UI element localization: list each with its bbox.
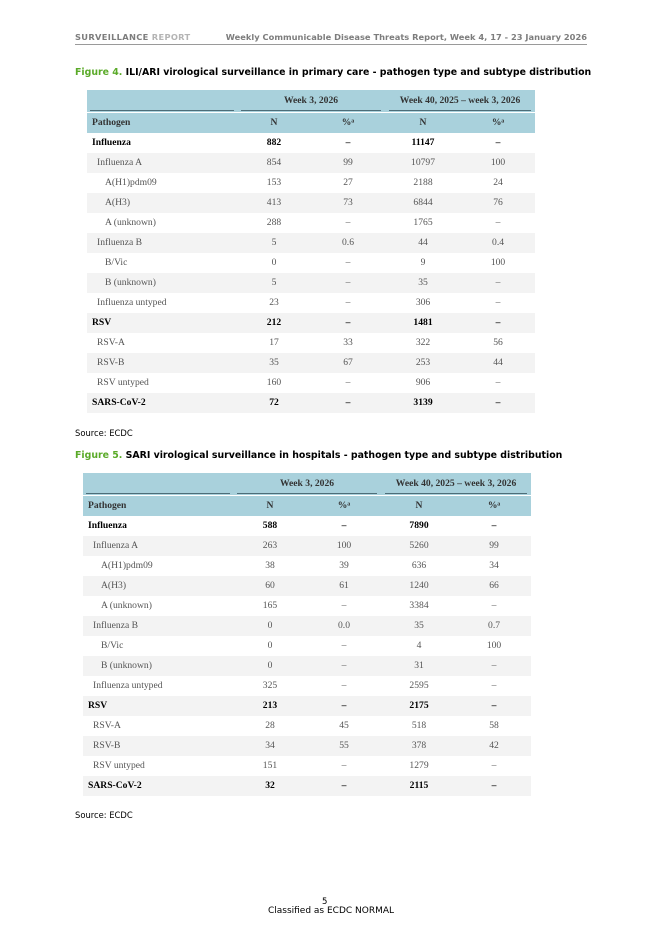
group-header-week: Week 3, 2026 xyxy=(237,90,385,113)
col-header-pct: %ᵃ xyxy=(311,113,385,134)
cell-week-n: 28 xyxy=(265,720,275,731)
cell-pathogen: RSV-A xyxy=(93,720,121,731)
cell-cumulative-pct: – xyxy=(457,776,531,796)
cell-week-n: 213 xyxy=(233,696,307,716)
cell-cumulative-pct: 66 xyxy=(457,576,531,596)
table-column-header xyxy=(83,496,531,517)
cell-week-pct: 99 xyxy=(311,153,385,173)
cell-cumulative-n: 9 xyxy=(420,257,426,268)
table-row xyxy=(83,716,531,736)
cell-week-pct: 67 xyxy=(311,353,385,373)
cell-week-pct: – xyxy=(311,273,385,293)
figure4-table xyxy=(87,90,535,413)
cell-week-pct: – xyxy=(341,600,347,611)
cell-pathogen: B/Vic xyxy=(105,257,128,268)
cell-week-pct: 61 xyxy=(307,576,381,596)
table-row xyxy=(83,516,531,536)
cell-pathogen: Influenza B xyxy=(87,233,237,253)
cell-cumulative-n: 518 xyxy=(411,720,427,731)
cell-cumulative-n: 1240 xyxy=(381,576,457,596)
table-row xyxy=(83,656,531,676)
cell-cumulative-n: 636 xyxy=(411,560,427,571)
cell-week-pct: – xyxy=(341,680,347,691)
page-number: 5 xyxy=(322,897,328,907)
table-row xyxy=(83,596,531,616)
cell-pathogen: RSV-B xyxy=(83,736,233,756)
table-row xyxy=(83,776,531,796)
cell-week-n: 5 xyxy=(237,233,311,253)
cell-week-pct: – xyxy=(345,377,351,388)
col-header-pct: %ᵃ xyxy=(457,496,531,517)
cell-cumulative-pct: – xyxy=(495,297,501,308)
cell-cumulative-n: 3384 xyxy=(409,600,429,611)
cell-cumulative-pct: – xyxy=(457,656,531,676)
cell-week-n: 288 xyxy=(266,217,282,228)
table-row xyxy=(83,576,531,596)
cell-week-n: 0 xyxy=(233,616,307,636)
classification-label: Classified as ECDC NORMAL xyxy=(267,906,395,916)
cell-week-n: 151 xyxy=(262,760,278,771)
col-header-n: N xyxy=(385,113,461,134)
cell-pathogen: Influenza xyxy=(88,520,127,531)
table-row xyxy=(83,676,531,696)
cell-pathogen: B (unknown) xyxy=(83,656,233,676)
cell-week-pct: – xyxy=(341,520,347,531)
table-row xyxy=(87,253,535,273)
table-row xyxy=(87,213,535,233)
cell-cumulative-pct: – xyxy=(461,313,535,333)
cell-pathogen: Influenza untyped xyxy=(93,680,163,691)
cell-week-n: 17 xyxy=(269,337,279,348)
table-row xyxy=(87,353,535,373)
report-label xyxy=(75,32,190,42)
cell-week-n: 60 xyxy=(233,576,307,596)
cell-week-n: 5 xyxy=(237,273,311,293)
cell-cumulative-pct: 76 xyxy=(461,193,535,213)
cell-week-pct: 73 xyxy=(311,193,385,213)
figure5-title: SARI virological surveillance in hospitals - pathogen type and subtype distribution xyxy=(125,450,563,461)
col-header-pathogen: Pathogen xyxy=(83,496,233,517)
cell-pathogen: A(H1)pdm09 xyxy=(105,177,157,188)
group-header-cumulative: Week 40, 2025 – week 3, 2026 xyxy=(381,473,531,496)
cell-cumulative-pct: – xyxy=(495,137,501,148)
cell-cumulative-pct: – xyxy=(457,696,531,716)
cell-week-n: 882 xyxy=(266,137,282,148)
cell-cumulative-n: 1481 xyxy=(385,313,461,333)
cell-week-pct: – xyxy=(311,393,385,413)
table-row xyxy=(83,756,531,776)
cell-cumulative-pct: – xyxy=(491,520,497,531)
cell-week-n: 212 xyxy=(237,313,311,333)
cell-pathogen: SARS-CoV-2 xyxy=(87,393,237,413)
table-row xyxy=(87,333,535,353)
table-row xyxy=(83,736,531,756)
cell-cumulative-pct: – xyxy=(461,393,535,413)
cell-cumulative-n: 31 xyxy=(381,656,457,676)
cell-cumulative-n: 906 xyxy=(415,377,431,388)
cell-week-n: 854 xyxy=(237,153,311,173)
cell-week-pct: – xyxy=(307,776,381,796)
cell-pathogen: RSV xyxy=(83,696,233,716)
figure4-caption xyxy=(75,67,591,78)
cell-cumulative-n: 35 xyxy=(385,273,461,293)
cell-week-pct: 100 xyxy=(307,536,381,556)
table-column-header xyxy=(87,113,535,134)
cell-cumulative-n: 2175 xyxy=(381,696,457,716)
figure4-number: Figure 4. xyxy=(75,67,123,78)
table-group-header xyxy=(87,90,535,113)
cell-cumulative-n: 1765 xyxy=(413,217,433,228)
cell-week-pct: – xyxy=(307,656,381,676)
cell-week-pct: – xyxy=(311,313,385,333)
col-header-pct: %ᵃ xyxy=(461,113,535,134)
table-row xyxy=(87,393,535,413)
cell-pathogen: RSV xyxy=(87,313,237,333)
cell-week-n: 325 xyxy=(262,680,278,691)
table-row xyxy=(87,313,535,333)
cell-pathogen: RSV-B xyxy=(87,353,237,373)
cell-cumulative-pct: 99 xyxy=(457,536,531,556)
cell-cumulative-n: 3139 xyxy=(385,393,461,413)
cell-pathogen: B (unknown) xyxy=(87,273,237,293)
cell-pathogen: Influenza A xyxy=(87,153,237,173)
cell-cumulative-pct: 100 xyxy=(490,257,506,268)
cell-cumulative-pct: 100 xyxy=(461,153,535,173)
table-row xyxy=(83,616,531,636)
cell-week-pct: 27 xyxy=(343,177,353,188)
cell-week-n: 588 xyxy=(262,520,278,531)
cell-week-n: 413 xyxy=(237,193,311,213)
cell-week-pct: – xyxy=(345,297,351,308)
cell-cumulative-n: 322 xyxy=(415,337,431,348)
cell-cumulative-pct: – xyxy=(491,600,497,611)
col-header-pct: %ᵃ xyxy=(307,496,381,517)
cell-cumulative-n: 1279 xyxy=(409,760,429,771)
cell-week-pct: – xyxy=(345,137,351,148)
col-header-n: N xyxy=(233,496,307,517)
cell-week-n: 160 xyxy=(266,377,282,388)
cell-week-n: 263 xyxy=(233,536,307,556)
cell-week-n: 34 xyxy=(233,736,307,756)
cell-pathogen: SARS-CoV-2 xyxy=(83,776,233,796)
cell-pathogen: Influenza xyxy=(92,137,131,148)
cell-week-n: 72 xyxy=(237,393,311,413)
cell-cumulative-pct: 44 xyxy=(461,353,535,373)
cell-cumulative-pct: – xyxy=(495,217,501,228)
group-header-week: Week 3, 2026 xyxy=(233,473,381,496)
cell-week-n: 38 xyxy=(265,560,275,571)
cell-week-pct: – xyxy=(345,217,351,228)
cell-cumulative-n: 11147 xyxy=(411,137,435,148)
cell-week-pct: 0.0 xyxy=(307,616,381,636)
cell-pathogen: A(H3) xyxy=(83,576,233,596)
cell-pathogen: A (unknown) xyxy=(101,600,152,611)
cell-cumulative-pct: 0.4 xyxy=(461,233,535,253)
table-row xyxy=(83,556,531,576)
cell-week-n: 23 xyxy=(269,297,279,308)
cell-cumulative-n: 35 xyxy=(381,616,457,636)
cell-pathogen: RSV untyped xyxy=(97,377,149,388)
figure5-source: Source: ECDC xyxy=(75,810,133,820)
cell-week-pct: – xyxy=(307,696,381,716)
figure4-source: Source: ECDC xyxy=(75,428,133,438)
cell-cumulative-pct: – xyxy=(461,273,535,293)
cell-week-pct: – xyxy=(341,760,347,771)
cell-pathogen: A (unknown) xyxy=(105,217,156,228)
cell-cumulative-pct: 56 xyxy=(493,337,503,348)
cell-pathogen: Influenza A xyxy=(83,536,233,556)
cell-cumulative-n: 6844 xyxy=(385,193,461,213)
cell-cumulative-pct: 58 xyxy=(489,720,499,731)
cell-cumulative-pct: 0.7 xyxy=(457,616,531,636)
cell-week-n: 35 xyxy=(237,353,311,373)
cell-pathogen: B/Vic xyxy=(101,640,124,651)
cell-cumulative-n: 44 xyxy=(385,233,461,253)
cell-pathogen: RSV untyped xyxy=(93,760,145,771)
page-header xyxy=(75,31,587,45)
cell-cumulative-pct: 34 xyxy=(489,560,499,571)
table-row xyxy=(87,373,535,393)
table-row xyxy=(83,696,531,716)
report-title: Weekly Communicable Disease Threats Report, Week 4, 17 - 23 January 2026 xyxy=(225,32,587,42)
cell-week-n: 0 xyxy=(271,257,277,268)
table-group-header xyxy=(83,473,531,496)
cell-pathogen: Influenza untyped xyxy=(97,297,167,308)
cell-cumulative-pct: 42 xyxy=(457,736,531,756)
cell-week-n: 0 xyxy=(233,656,307,676)
table-row xyxy=(87,173,535,193)
table-row xyxy=(87,133,535,153)
figure5-number: Figure 5. xyxy=(75,450,123,461)
cell-cumulative-n: 2595 xyxy=(409,680,429,691)
col-header-pathogen: Pathogen xyxy=(87,113,237,134)
cell-week-pct: – xyxy=(345,257,351,268)
table-row xyxy=(87,153,535,173)
cell-cumulative-n: 2115 xyxy=(381,776,457,796)
cell-week-n: 153 xyxy=(266,177,282,188)
cell-week-pct: 45 xyxy=(339,720,349,731)
col-header-n: N xyxy=(381,496,457,517)
cell-cumulative-n: 4 xyxy=(416,640,422,651)
cell-week-pct: 39 xyxy=(339,560,349,571)
cell-cumulative-pct: 24 xyxy=(493,177,503,188)
cell-cumulative-n: 2188 xyxy=(413,177,433,188)
cell-cumulative-n: 378 xyxy=(381,736,457,756)
cell-week-pct: – xyxy=(341,640,347,651)
table-row xyxy=(87,293,535,313)
table-row xyxy=(83,636,531,656)
cell-week-n: 165 xyxy=(262,600,278,611)
cell-cumulative-n: 253 xyxy=(385,353,461,373)
cell-cumulative-pct: – xyxy=(495,377,501,388)
table-row xyxy=(87,273,535,293)
cell-cumulative-n: 10797 xyxy=(385,153,461,173)
figure4-title: ILI/ARI virological surveillance in primary care - pathogen type and subtype distribution xyxy=(125,67,592,78)
cell-week-pct: 33 xyxy=(343,337,353,348)
table-row xyxy=(87,233,535,253)
cell-week-n: 0 xyxy=(267,640,273,651)
col-header-n: N xyxy=(237,113,311,134)
cell-cumulative-pct: – xyxy=(491,680,497,691)
figure5-table xyxy=(83,473,531,796)
cell-cumulative-pct: – xyxy=(491,760,497,771)
cell-pathogen: RSV-A xyxy=(97,337,125,348)
cell-cumulative-pct: 100 xyxy=(486,640,502,651)
cell-pathogen: Influenza B xyxy=(83,616,233,636)
table-row xyxy=(87,193,535,213)
group-header-cumulative: Week 40, 2025 – week 3, 2026 xyxy=(385,90,535,113)
cell-week-pct: 55 xyxy=(307,736,381,756)
table-row xyxy=(83,536,531,556)
cell-pathogen: A(H1)pdm09 xyxy=(101,560,153,571)
figure5-caption xyxy=(75,450,562,461)
report-label-first: SURVEILLANCE xyxy=(75,32,149,42)
cell-pathogen: A(H3) xyxy=(87,193,237,213)
cell-week-pct: 0.6 xyxy=(311,233,385,253)
cell-cumulative-n: 5260 xyxy=(381,536,457,556)
cell-cumulative-n: 7890 xyxy=(409,520,429,531)
cell-week-n: 32 xyxy=(233,776,307,796)
report-label-second: REPORT xyxy=(151,32,191,42)
cell-cumulative-n: 306 xyxy=(415,297,431,308)
